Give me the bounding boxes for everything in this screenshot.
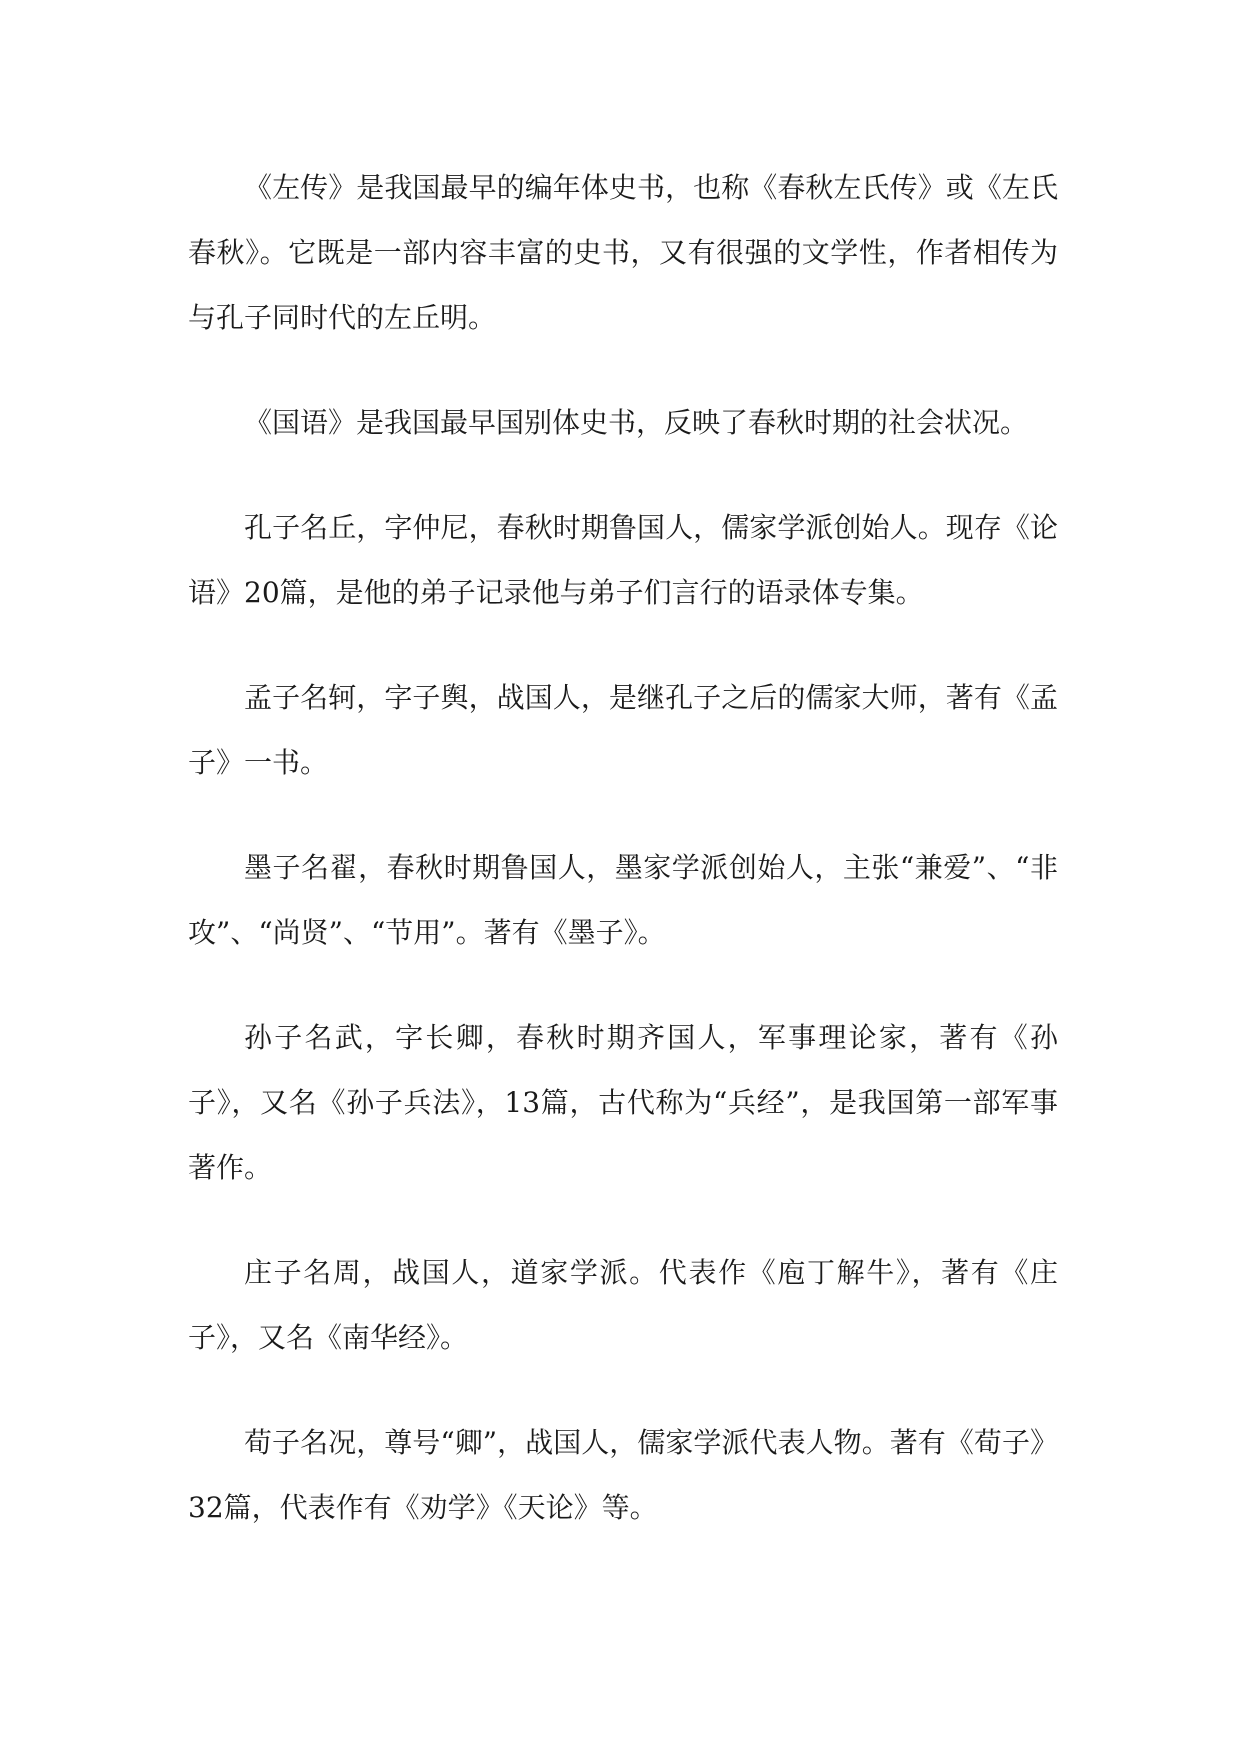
paragraph-mengzi: 孟子名轲，字子舆，战国人，是继孔子之后的儒家大师，著有《孟子》一书。 [188,681,1058,779]
paragraph-zhuangzi: 庄子名周，战国人，道家学派。代表作《庖丁解牛》，著有《庄子》，又名《南华经》。 [188,1256,1058,1354]
paragraph-kongzi: 孔子名丘，字仲尼，春秋时期鲁国人，儒家学派创始人。现存《论语》20篇，是他的弟子记录他与弟子们言行的语录体专集。 [188,511,1058,609]
paragraph-guoyu: 《国语》是我国最早国别体史书，反映了春秋时期的社会状况。 [244,406,1029,439]
paragraph-sunzi: 孙子名武，字长卿，春秋时期齐国人，军事理论家，著有《孙子》，又名《孙子兵法》，13篇，古代称为“兵经”，是我国第一部军事著作。 [188,1021,1058,1184]
document-body [188,155,1058,1540]
paragraph-zuozhuan: 《左传》是我国最早的编年体史书，也称《春秋左氏传》或《左氏春秋》。它既是一部内容丰富的史书，又有很强的文学性，作者相传为与孔子同时代的左丘明。 [188,171,1058,334]
paragraph-xunzi: 荀子名况，尊号“卿”，战国人，儒家学派代表人物。著有《荀子》32篇，代表作有《劝学》《天论》等。 [188,1426,1058,1524]
paragraph-mozi: 墨子名翟，春秋时期鲁国人，墨家学派创始人，主张“兼爱”、“非攻”、“尚贤”、“节用”。著有《墨子》。 [188,851,1058,949]
